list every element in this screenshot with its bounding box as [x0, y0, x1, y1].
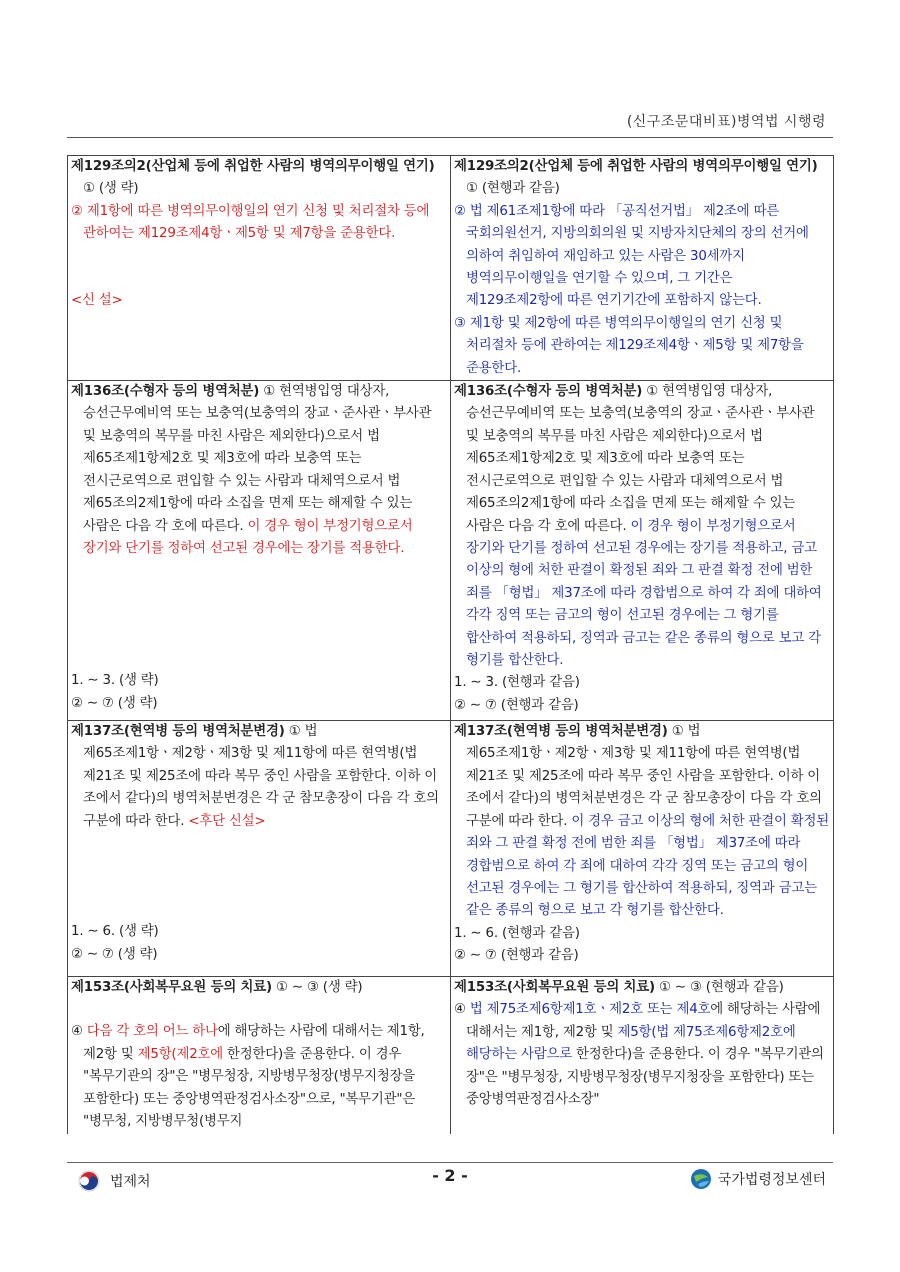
old-provision-cell — [68, 977, 451, 1134]
items-text: 1. ∼ 3. (생 략) — [71, 673, 159, 689]
article-title: 제153조(사회복무요원 등의 치료) — [71, 980, 272, 996]
footer-center-name: 국가법령정보센터 — [717, 1172, 826, 1188]
paragraph-text: ① ∼ ③ (생 략) — [271, 980, 363, 996]
article-title: 제153조(사회복무요원 등의 치료) — [454, 980, 655, 996]
paragraph-number: ④ — [71, 1024, 87, 1040]
article-title: 제129조의2(산업체 등에 취업한 사람의 병역의무이행일 연기) — [71, 159, 435, 174]
new-provision-cell — [451, 977, 834, 1134]
paragraph-text: ① (생 략) — [83, 181, 139, 197]
paragraph-number: ④ — [454, 1002, 470, 1018]
changed-text: 제5항(법 제75조제6항제2호에 해당하는 사람으로 — [466, 1024, 796, 1063]
paragraph-text: ① 현역병입영 대상자, 승선근무예비역 또는 보충역(보충역의 장교ㆍ준사관ㆍ부사관 및 보충역의 복무를 마친 사람은 제외한다)으로서 법 제65조제1항제2호 및 제3호에 따라 보충역 또는 전시근로역으로 편입할 수 있는 사람과 대체역으로서 법 제65조의2제1항에 따라 소집을 면제 또는 해제할 수 있는 사람은 다음 각 호에 따른다. — [466, 384, 815, 534]
footer-right — [690, 1168, 826, 1190]
paragraph-text: ① 법 제65조제1항ㆍ제2항ㆍ제3항 및 제11항에 따른 현역병(법 제21조 및 제25조에 따라 복무 중인 사람을 포함한다. 이하 이 조에서 같다)의 병역처분변경은 각 군 참모총장이 다음 각 호의 구분에 따라 한다. — [466, 724, 822, 829]
paragraph-text: ② 제1항에 따른 병역의무이행일의 연기 신청 및 처리절차 등에 관하여는 제129조제4항ㆍ제5항 및 제7항을 준용한다. — [71, 203, 430, 242]
changed-text: <후단 신설> — [188, 813, 266, 829]
article-title: 제129조의2(산업체 등에 취업한 사람의 병역의무이행일 연기) — [454, 159, 818, 174]
table-row — [68, 721, 834, 977]
comparison-table — [67, 155, 834, 1134]
article-title: 제136조(수형자 등의 병역처분) — [454, 384, 643, 400]
paragraph-text: ① 법 제65조제1항ㆍ제2항ㆍ제3항 및 제11항에 따른 현역병(법 제21조 및 제25조에 따라 복무 중인 사람을 포함한다. 이하 이 조에서 같다)의 병역처분변경은 각 군 참모총장이 다음 각 호의 구분에 따라 한다. — [83, 724, 439, 829]
changed-text: 제5항(제2호에 — [137, 1046, 223, 1062]
paragraph-text: ① ∼ ③ (현행과 같음) — [654, 980, 784, 996]
old-provision-cell — [68, 156, 451, 381]
moleg-logo-icon — [78, 1170, 100, 1192]
globe-logo-icon — [690, 1168, 712, 1190]
new-provision-cell — [451, 156, 834, 381]
page-number: - 2 - — [432, 1166, 468, 1185]
paragraph-text: 한정한다)을 준용한다. 이 경우 "복무기관의 장"은 "병무청장, 지방병무청장(병무지청장을 포함한다) 또는 중앙병역판정검사소장"으로, "복무기관"은 "병무청, 지방병무청(병무지 — [83, 1046, 416, 1130]
changed-text: 다음 각 호의 어느 하나 — [86, 1024, 218, 1040]
items-text: 1. ∼ 3. (현행과 같음) — [454, 675, 580, 691]
changed-text: 이 경우 금고 이상의 형에 처한 판결이 확정된 죄와 그 판결 확정 전에 범한 죄를 「형법」 제37조에 따라 경합범으로 하여 각 죄에 대하여 각각 징역 또는 금고의 형이 선고된 경우에는 그 형기를 합산하여 적용하되, 징역과 금고는 같은 종류의 형으로 보고 각 형기를 합산한다. — [466, 813, 830, 919]
table-row — [68, 381, 834, 721]
paragraph-text: ① (현행과 같음) — [466, 181, 560, 197]
changed-text: 법 제75조제6항제1호ㆍ제2호 또는 제4호 — [469, 1002, 711, 1018]
changed-text: 이 경우 형이 부정기형으로서 장기와 단기를 정하여 선고된 경우에는 장기를 적용하고, 금고 이상의 형에 처한 판결이 확정된 죄와 그 판결 확정 전에 범한 죄를 「형법」 제37조에 따라 경합범으로 하여 각 죄에 대하여 각각 징역 또는 금고의 형이 선고된 경우에는 그 형기를 합산하여 적용하되, 징역과 금고는 같은 종류의 형으로 보고 각 형기를 합산한다. — [466, 518, 822, 668]
new-insertion-marker: <신 설> — [71, 292, 123, 308]
table-row — [68, 156, 834, 381]
header-divider — [67, 137, 833, 138]
paragraph-text: 한정한다)을 준용한다. 이 경우 "복무기관의 장"은 "병무청장, 지방병무청장(병무지청장을 포함한다) 또는 중앙병역판정검사소장" — [466, 1047, 824, 1108]
paragraphs-text: ② ∼ ⑦ (생 략) — [71, 946, 158, 962]
paragraphs-text: ② ∼ ⑦ (현행과 같음) — [454, 948, 579, 964]
paragraph-text: 에 해당하는 사람에 대해서는 제1항, 제2항 및 — [466, 1002, 821, 1040]
footer-org-name: 법제처 — [110, 1174, 151, 1190]
items-text: 1. ∼ 6. (생 략) — [71, 924, 159, 940]
paragraphs-text: ② ∼ ⑦ (현행과 같음) — [454, 697, 579, 713]
footer-left — [78, 1170, 151, 1192]
paragraph-text: ① 현역병입영 대상자, 승선근무예비역 또는 보충역(보충역의 장교ㆍ준사관ㆍ부사관 및 보충역의 복무를 마친 사람은 제외한다)으로서 법 제65조제1항제2호 및 제3호에 따라 보충역 또는 전시근로역으로 편입할 수 있는 사람과 대체역으로서 법 제65조의2제1항에 따라 소집을 면제 또는 해제할 수 있는 사람은 다음 각 호에 따른다. — [83, 384, 432, 534]
new-provision-cell — [451, 381, 834, 721]
article-title: 제137조(현역병 등의 병역처분변경) — [454, 724, 668, 740]
items-text: 1. ∼ 6. (현행과 같음) — [454, 925, 580, 941]
old-provision-cell — [68, 381, 451, 721]
old-provision-cell — [68, 721, 451, 977]
document-header-title: (신구조문대비표)병역법 시행령 — [626, 114, 826, 130]
paragraph-text: ③ 제1항 및 제2항에 따른 병역의무이행일의 연기 신청 및 처리절차 등에 관하여는 제129조제4항ㆍ제5항 및 제7항을 준용한다. — [454, 315, 804, 376]
paragraphs-text: ② ∼ ⑦ (생 략) — [71, 695, 158, 711]
changed-text: 이 경우 형이 부정기형으로서 장기와 단기를 정하여 선고된 경우에는 장기를 적용한다. — [83, 518, 413, 556]
footer-divider — [67, 1162, 833, 1163]
article-title: 제137조(현역병 등의 병역처분변경) — [71, 724, 285, 740]
table-row — [68, 977, 834, 1134]
article-title: 제136조(수형자 등의 병역처분) — [71, 384, 260, 400]
new-provision-cell — [451, 721, 834, 977]
paragraph-text: 에 해당하는 사람에 대해서는 제1항, 제2항 및 — [83, 1024, 425, 1062]
paragraph-text: ② 법 제61조제1항에 따라 「공직선거법」 제2조에 따른 국회의원선거, 지방의회의원 및 지방자치단체의 장의 선거에 의하여 취임하여 재임하고 있는 사람은 30세까지 병역의무이행일을 연기할 수 있으며, 그 기간은 제129조제2항에 따른 연기기간에 포함하지 않는다. — [454, 203, 809, 309]
